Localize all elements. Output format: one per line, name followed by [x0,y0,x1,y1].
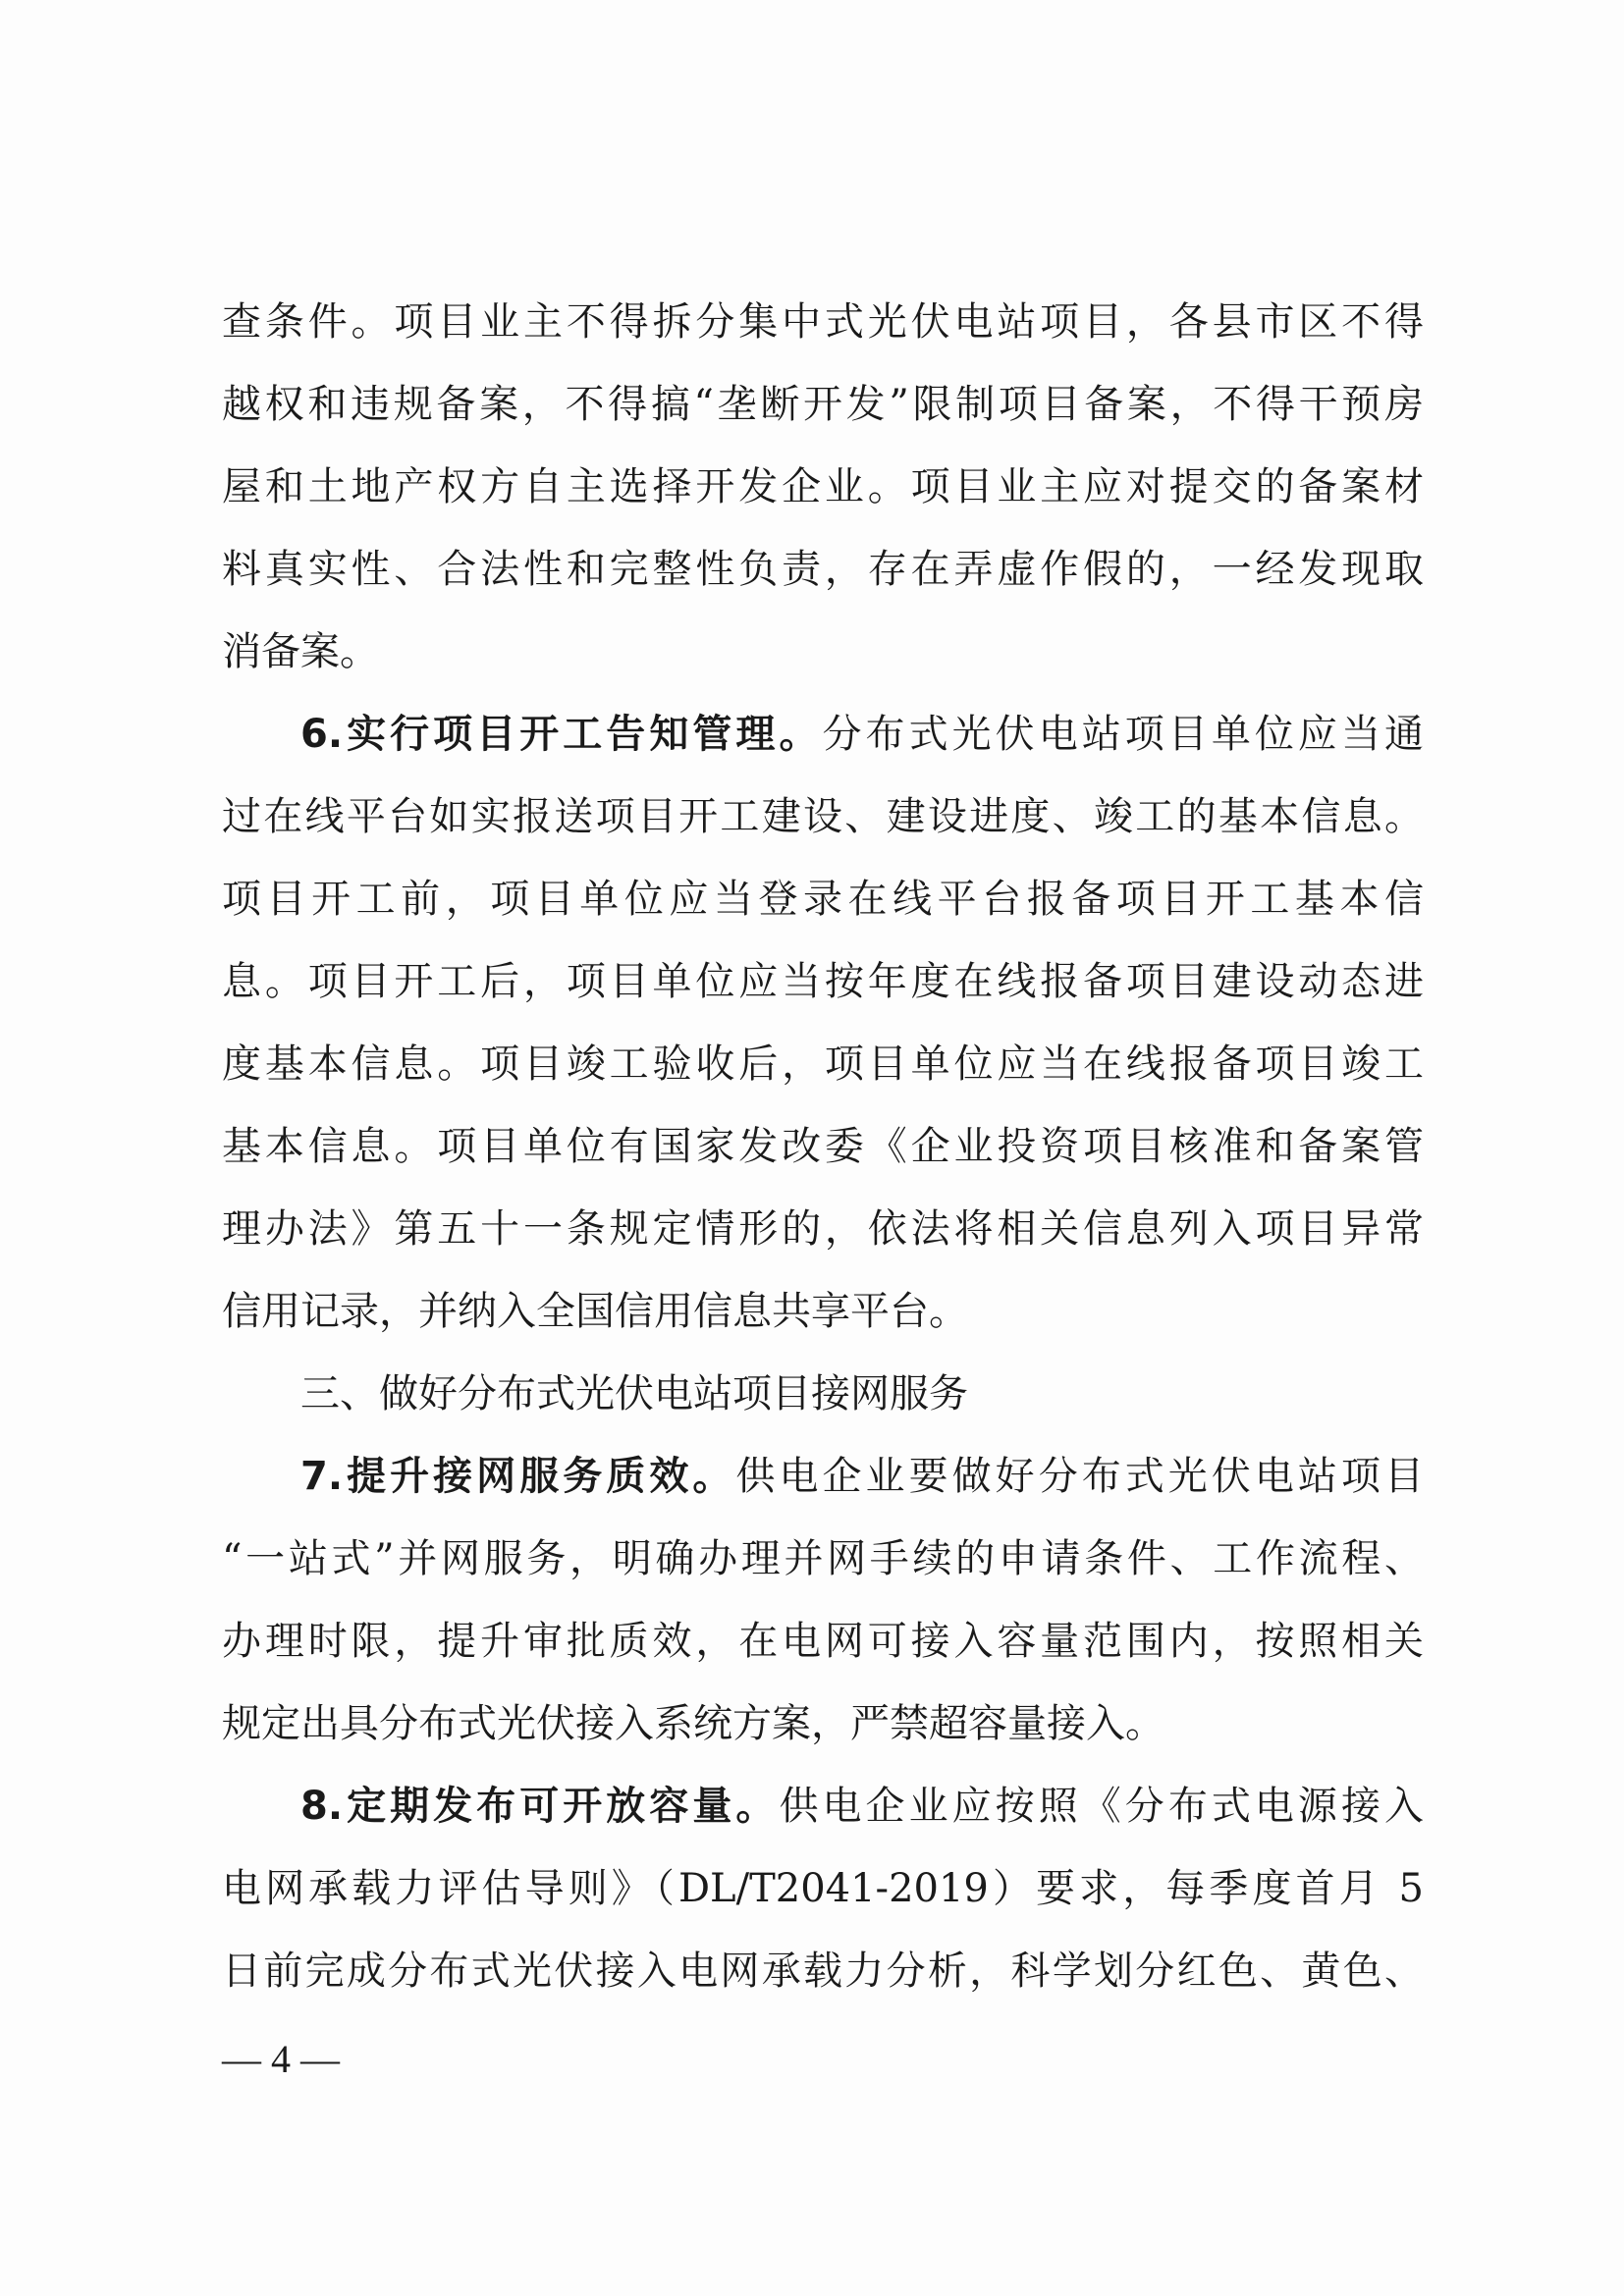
section-7-first-line-text: 供电企业要做好分布式光伏电站项目 [735,1454,1425,1499]
paragraph-line: 息。项目开工后，项目单位应当按年度在线报备项目建设动态进 [222,959,1424,1004]
paragraph-line: 料真实性、合法性和完整性负责，存在弄虚作假的，一经发现取 [222,547,1424,592]
paragraph-line: 越权和违规备案，不得搞“垄断开发”限制项目备案，不得干预房 [222,382,1424,427]
section-8-heading: 8.定期发布可开放容量。 [300,1784,780,1829]
section-3-heading: 三、做好分布式光伏电站项目接网服务 [300,1371,968,1416]
paragraph-line: 过在线平台如实报送项目开工建设、建设进度、竣工的基本信息。 [222,794,1424,839]
paragraph-line: 日前完成分布式光伏接入电网承载力分析，科学划分红色、黄色、 [222,1949,1424,1994]
paragraph-line: 基本信息。项目单位有国家发改委《企业投资项目核准和备案管 [222,1124,1424,1169]
paragraph-line: 电网承载力评估导则》（DL/T2041-2019）要求，每季度首月 5 [222,1866,1424,1911]
section-7-heading: 7.提升接网服务质效。 [300,1454,736,1499]
section-8-first-line-text: 供电企业应按照《分布式电源接入 [779,1784,1425,1829]
section-6-first-line [222,693,1424,775]
section-8-first-line [222,1765,1424,1847]
paragraph-line: 规定出具分布式光伏接入系统方案，严禁超容量接入。 [222,1701,1164,1746]
section-7-first-line [222,1435,1424,1518]
section-6-first-line-text: 分布式光伏电站项目单位应当通 [822,712,1425,757]
paragraph-line: 项目开工前，项目单位应当登录在线平台报备项目开工基本信 [222,877,1424,922]
paragraph-line: 查条件。项目业主不得拆分集中式光伏电站项目，各县市区不得 [222,299,1424,345]
paragraph-line: 理办法》第五十一条规定情形的，依法将相关信息列入项目异常 [222,1206,1424,1252]
paragraph-line: 消备案。 [222,629,379,674]
paragraph-line: 屋和土地产权方自主选择开发企业。项目业主应对提交的备案材 [222,464,1424,509]
paragraph-line: 办理时限，提升审批质效，在电网可接入容量范围内，按照相关 [222,1619,1424,1664]
page-number: — 4 — [222,2037,340,2081]
paragraph-line: 度基本信息。项目竣工验收后，项目单位应当在线报备项目竣工 [222,1041,1424,1087]
section-6-heading: 6.实行项目开工告知管理。 [300,712,823,757]
document-body [222,281,1424,2012]
paragraph-line: 信用记录，并纳入全国信用信息共享平台。 [222,1289,968,1334]
paragraph-line: “一站式”并网服务，明确办理并网手续的申请条件、工作流程、 [222,1536,1424,1581]
